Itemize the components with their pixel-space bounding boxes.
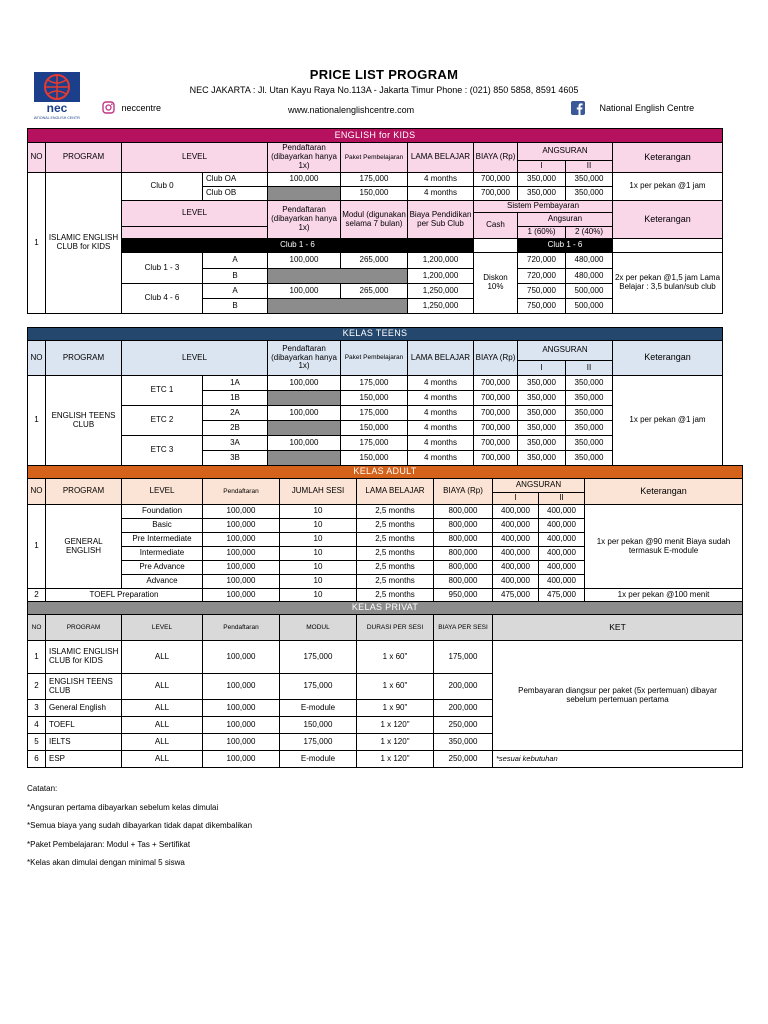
col-program: PROGRAM [46, 143, 122, 173]
instagram-text: neccentre [121, 102, 162, 113]
teens-band: KELAS TEENS [28, 328, 723, 341]
lama-cell: 2,5 months [357, 561, 434, 575]
biaya-cell: 250,000 [434, 717, 493, 734]
paket-cell: 175,000 [341, 376, 408, 391]
col-lama: LAMA BELAJAR [408, 341, 474, 376]
angsuran1-cell: 720,000 [518, 253, 566, 269]
pendaftaran-cell: 100,000 [203, 561, 280, 575]
angsuran1-cell: 400,000 [493, 575, 539, 589]
level-cell: Intermediate [122, 547, 203, 561]
empty-gray-cell [268, 299, 408, 314]
sub-col-modul: Modul (digunakan selama 7 bulan) [341, 201, 408, 239]
angsuran2-cell: 475,000 [539, 589, 585, 602]
instagram-icon [102, 101, 115, 114]
privat-program: ESP [46, 751, 122, 768]
facebook-page [571, 101, 694, 115]
pendaftaran-cell: 100,000 [203, 717, 280, 734]
sesi-cell: 10 [280, 561, 357, 575]
pendaftaran-cell: 100,000 [203, 700, 280, 717]
sesi-cell: 10 [280, 519, 357, 533]
biaya-cell: 800,000 [434, 575, 493, 589]
col-biaya: BIAYA (Rp) [434, 479, 493, 505]
angsuran1-cell: 750,000 [518, 284, 566, 299]
sesi-cell: 10 [280, 505, 357, 519]
biaya-cell: 800,000 [434, 505, 493, 519]
kids-ket1: 1x per pekan @1 jam [613, 173, 723, 201]
level-cell: ALL [122, 674, 203, 700]
angsuran2-cell: 350,000 [566, 376, 613, 391]
level-cell: ALL [122, 641, 203, 674]
biaya-cell: 700,000 [474, 406, 518, 421]
level-cell: Foundation [122, 505, 203, 519]
adult-band: KELAS ADULT [28, 466, 743, 479]
col-angsuran-1: I [493, 493, 539, 505]
sub-col-pendaftaran: Pendaftaran (dibayarkan hanya 1x) [268, 201, 341, 239]
biaya-cell: 700,000 [474, 187, 518, 201]
level-cell: ALL [122, 717, 203, 734]
lama-cell: 2,5 months [357, 519, 434, 533]
empty-gray-cell [268, 269, 408, 284]
col-level: LEVEL [122, 143, 268, 173]
angsuran2-cell: 350,000 [566, 436, 613, 451]
angsuran2-cell: 350,000 [566, 187, 613, 201]
col-biaya: BIAYA (Rp) [474, 143, 518, 173]
empty-gray-cell [268, 391, 341, 406]
level-cell: Basic [122, 519, 203, 533]
angsuran2-cell: 350,000 [566, 173, 613, 187]
level-cell: 2B [203, 421, 268, 436]
club16-bar-right: Club 1 - 6 [518, 239, 613, 253]
pendaftaran-cell: 100,000 [203, 519, 280, 533]
note-item: *Paket Pembelajaran: Modul + Tas + Sertifikat [27, 839, 191, 849]
paket-cell: 175,000 [341, 173, 408, 187]
angsuran2-cell: 350,000 [566, 391, 613, 406]
angsuran2-cell: 400,000 [539, 575, 585, 589]
lama-cell: 4 months [408, 406, 474, 421]
pendaftaran-cell: 100,000 [203, 533, 280, 547]
col-angsuran-2: II [566, 161, 613, 173]
modul-cell: E-module [280, 751, 357, 768]
privat-no: 4 [28, 717, 46, 734]
angsuran1-cell: 350,000 [518, 421, 566, 436]
modul-cell: 265,000 [341, 253, 408, 269]
paket-cell: 150,000 [341, 421, 408, 436]
angsuran1-cell: 720,000 [518, 269, 566, 284]
biaya-cell: 250,000 [434, 751, 493, 768]
angsuran2-cell: 400,000 [539, 519, 585, 533]
privat-no: 3 [28, 700, 46, 717]
col-angsuran-2: II [566, 361, 613, 376]
durasi-cell: 1 x 60" [357, 641, 434, 674]
col-paket: Paket Pembelajaran [341, 143, 408, 173]
biaya-cell: 175,000 [434, 641, 493, 674]
angsuran1-cell: 350,000 [518, 406, 566, 421]
page-header [0, 0, 768, 128]
pendaftaran-cell: 100,000 [268, 253, 341, 269]
biaya-cell: 800,000 [434, 547, 493, 561]
etc-label: ETC 3 [122, 436, 203, 466]
angsuran2-cell: 400,000 [539, 533, 585, 547]
teens-table [27, 327, 723, 466]
col-no: NO [28, 615, 46, 641]
durasi-cell: 1 x 60" [357, 674, 434, 700]
empty-gray-cell [268, 421, 341, 436]
angsuran2-cell: 350,000 [566, 406, 613, 421]
club0-label: Club 0 [122, 173, 203, 201]
level-cell: 1A [203, 376, 268, 391]
pendaftaran-cell: 100,000 [268, 284, 341, 299]
col-pendaftaran: Pendaftaran [203, 615, 280, 641]
notes-section [27, 780, 252, 873]
privat-band: KELAS PRIVAT [28, 602, 743, 615]
col-no: NO [28, 341, 46, 376]
angsuran1-cell: 350,000 [518, 436, 566, 451]
angsuran2-cell: 480,000 [566, 253, 613, 269]
modul-cell: 150,000 [280, 717, 357, 734]
lama-cell: 4 months [408, 187, 474, 201]
privat-no: 2 [28, 674, 46, 700]
col-keterangan: Keterangan [585, 479, 743, 505]
biaya-cell: 800,000 [434, 561, 493, 575]
biaya-cell: 800,000 [434, 533, 493, 547]
paket-cell: 150,000 [341, 451, 408, 466]
sub-col-cash: Cash [474, 213, 518, 239]
pendaftaran-cell: 100,000 [203, 589, 280, 602]
lama-cell: 2,5 months [357, 547, 434, 561]
lama-cell: 2,5 months [357, 505, 434, 519]
privat-ket2: *sesuai kebutuhan [493, 751, 743, 768]
biaya-cell: 700,000 [474, 451, 518, 466]
sesi-cell: 10 [280, 575, 357, 589]
privat-program: General English [46, 700, 122, 717]
page-title: PRICE LIST PROGRAM [309, 67, 459, 82]
biaya-cell: 1,200,000 [408, 253, 474, 269]
level-cell: Pre Advance [122, 561, 203, 575]
privat-program: ISLAMIC ENGLISH CLUB for KIDS [46, 641, 122, 674]
col-angsuran-1: I [518, 161, 566, 173]
modul-cell: 265,000 [341, 284, 408, 299]
privat-program: IELTS [46, 734, 122, 751]
angsuran1-cell: 400,000 [493, 561, 539, 575]
angsuran1-cell: 350,000 [518, 451, 566, 466]
sesi-cell: 10 [280, 547, 357, 561]
svg-text:NATIONAL ENGLISH CENTRE: NATIONAL ENGLISH CENTRE [34, 116, 80, 120]
sesi-cell: 10 [280, 533, 357, 547]
biaya-cell: 200,000 [434, 700, 493, 717]
level-cell: Club OB [203, 187, 268, 201]
col-angsuran: ANGSURAN [518, 143, 613, 161]
col-biaya: BIAYA (Rp) [474, 341, 518, 376]
angsuran1-cell: 400,000 [493, 533, 539, 547]
paket-cell: 175,000 [341, 436, 408, 451]
note-item: *Angsuran pertama dibayarkan sebelum kelas dimulai [27, 802, 219, 812]
angsuran1-cell: 400,000 [493, 519, 539, 533]
col-level: LEVEL [122, 341, 268, 376]
angsuran2-cell: 500,000 [566, 299, 613, 314]
angsuran2-cell: 480,000 [566, 269, 613, 284]
pendaftaran-cell: 100,000 [203, 641, 280, 674]
col-modul: MODUL [280, 615, 357, 641]
website-link[interactable]: www.nationalenglishcentre.com [288, 105, 415, 115]
level-cell: A [203, 253, 268, 269]
angsuran2-cell: 400,000 [539, 561, 585, 575]
col-no: NO [28, 479, 46, 505]
pendaftaran-cell: 100,000 [203, 575, 280, 589]
lama-cell: 2,5 months [357, 589, 434, 602]
toefl-program: TOEFL Preparation [46, 589, 203, 602]
spacer-cell [122, 227, 268, 239]
biaya-cell: 700,000 [474, 391, 518, 406]
club46-label: Club 4 - 6 [122, 284, 203, 314]
modul-cell: 175,000 [280, 674, 357, 700]
angsuran1-cell: 350,000 [518, 187, 566, 201]
teens-program: ENGLISH TEENS CLUB [46, 376, 122, 466]
pendaftaran-cell: 100,000 [268, 173, 341, 187]
col-sesi: JUMLAH SESI [280, 479, 357, 505]
angsuran1-cell: 750,000 [518, 299, 566, 314]
col-pendaftaran: Pendaftaran [203, 479, 280, 505]
biaya-cell: 800,000 [434, 519, 493, 533]
pendaftaran-cell: 100,000 [203, 751, 280, 768]
notes-title: Catatan: [27, 784, 58, 793]
pendaftaran-cell: 100,000 [203, 505, 280, 519]
pendaftaran-cell: 100,000 [203, 547, 280, 561]
lama-cell: 4 months [408, 421, 474, 436]
col-angsuran: ANGSURAN [518, 341, 613, 361]
privat-table [27, 601, 743, 768]
privat-ket: Pembayaran diangsur per paket (5x pertemuan) dibayar sebelum pertemuan pertama [493, 641, 743, 751]
etc-label: ETC 2 [122, 406, 203, 436]
lama-cell: 4 months [408, 391, 474, 406]
angsuran1-cell: 350,000 [518, 173, 566, 187]
angsuran1-cell: 350,000 [518, 391, 566, 406]
col-angsuran-1: I [518, 361, 566, 376]
angsuran1-cell: 350,000 [518, 376, 566, 391]
sub-col-angsuran: Angsuran [518, 213, 613, 227]
angsuran2-cell: 500,000 [566, 284, 613, 299]
col-lama: LAMA BELAJAR [408, 143, 474, 173]
note-item: *Semua biaya yang sudah dibayarkan tidak dapat dikembalikan [27, 821, 253, 830]
level-cell: A [203, 284, 268, 299]
lama-cell: 4 months [408, 436, 474, 451]
level-cell: 3A [203, 436, 268, 451]
biaya-cell: 700,000 [474, 173, 518, 187]
teens-ket: 1x per pekan @1 jam [613, 376, 723, 466]
facebook-text: National English Centre [599, 103, 695, 113]
angsuran2-cell: 350,000 [566, 421, 613, 436]
angsuran1-cell: 400,000 [493, 547, 539, 561]
sub-col-keterangan: Keterangan [613, 201, 723, 239]
durasi-cell: 1 x 90" [357, 700, 434, 717]
biaya-cell: 200,000 [434, 674, 493, 700]
adult-program: GENERAL ENGLISH [46, 505, 122, 589]
col-pendaftaran: Pendaftaran (dibayarkan hanya 1x) [268, 341, 341, 376]
durasi-cell: 1 x 120" [357, 734, 434, 751]
teens-no: 1 [28, 376, 46, 466]
angsuran2-cell: 400,000 [539, 547, 585, 561]
lama-cell: 2,5 months [357, 575, 434, 589]
sub-col-biaya: Biaya Pendidikan per Sub Club [408, 201, 474, 239]
level-cell: B [203, 269, 268, 284]
col-program: PROGRAM [46, 615, 122, 641]
sub-col-p1: 1 (60%) [518, 227, 566, 239]
col-lama: LAMA BELAJAR [357, 479, 434, 505]
biaya-cell: 700,000 [474, 376, 518, 391]
biaya-cell: 700,000 [474, 421, 518, 436]
privat-no: 1 [28, 641, 46, 674]
paket-cell: 150,000 [341, 391, 408, 406]
club16-bar: Club 1 - 6 [122, 239, 474, 253]
col-pendaftaran: Pendaftaran (dibayarkan hanya 1x) [268, 143, 341, 173]
kids-ket2: 2x per pekan @1,5 jam Lama Belajar : 3,5 bulan/sub club [613, 253, 723, 314]
level-cell: Advance [122, 575, 203, 589]
adult-ket: 1x per pekan @90 menit Biaya sudah termasuk E-module [585, 505, 743, 589]
level-cell: ALL [122, 700, 203, 717]
svg-text:nec: nec [46, 101, 68, 115]
col-ket: KET [493, 615, 743, 641]
paket-cell: 150,000 [341, 187, 408, 201]
col-level: LEVEL [122, 615, 203, 641]
biaya-cell: 1,250,000 [408, 284, 474, 299]
pendaftaran-cell: 100,000 [203, 674, 280, 700]
note-item: *Kelas akan dimulai dengan minimal 5 siswa [27, 858, 185, 867]
modul-cell: 175,000 [280, 641, 357, 674]
pendaftaran-cell: 100,000 [203, 734, 280, 751]
diskon-cell: Diskon 10% [474, 253, 518, 314]
privat-no: 6 [28, 751, 46, 768]
level-cell: 3B [203, 451, 268, 466]
adult-table [27, 465, 743, 602]
biaya-cell: 350,000 [434, 734, 493, 751]
kids-table [27, 128, 723, 314]
angsuran2-cell: 350,000 [566, 451, 613, 466]
modul-cell: E-module [280, 700, 357, 717]
biaya-cell: 1,250,000 [408, 299, 474, 314]
level-cell: ALL [122, 751, 203, 768]
level-cell: ALL [122, 734, 203, 751]
durasi-cell: 1 x 120" [357, 717, 434, 734]
paket-cell: 175,000 [341, 406, 408, 421]
angsuran1-cell: 400,000 [493, 505, 539, 519]
sub-col-sistem: Sistem Pembayaran [474, 201, 613, 213]
etc-label: ETC 1 [122, 376, 203, 406]
col-biaya: BIAYA PER SESI [434, 615, 493, 641]
col-program: PROGRAM [46, 341, 122, 376]
adult-no: 1 [28, 505, 46, 589]
lama-cell: 4 months [408, 173, 474, 187]
biaya-cell: 1,200,000 [408, 269, 474, 284]
sub-col-p2: 2 (40%) [566, 227, 613, 239]
toefl-ket: 1x per pekan @100 menit [585, 589, 743, 602]
pendaftaran-cell: 100,000 [268, 436, 341, 451]
pendaftaran-cell: 100,000 [268, 406, 341, 421]
kids-band: ENGLISH for KIDS [28, 129, 723, 143]
blank-cell [613, 239, 723, 253]
col-angsuran: ANGSURAN [493, 479, 585, 493]
modul-cell: 175,000 [280, 734, 357, 751]
empty-gray-cell [268, 187, 341, 201]
level-cell: 2A [203, 406, 268, 421]
col-keterangan: Keterangan [613, 143, 723, 173]
col-paket: Paket Pembelajaran [341, 341, 408, 376]
kids-no: 1 [28, 173, 46, 314]
sesi-cell: 10 [280, 589, 357, 602]
biaya-cell: 700,000 [474, 436, 518, 451]
instagram-handle [102, 101, 161, 114]
lama-cell: 4 months [408, 451, 474, 466]
durasi-cell: 1 x 120" [357, 751, 434, 768]
blank-cell [474, 239, 518, 253]
col-durasi: DURASI PER SESI [357, 615, 434, 641]
facebook-icon [571, 101, 585, 115]
privat-program: ENGLISH TEENS CLUB [46, 674, 122, 700]
level-cell: Pre Intermediate [122, 533, 203, 547]
col-level: LEVEL [122, 479, 203, 505]
level-cell: B [203, 299, 268, 314]
sub-col-level: LEVEL [122, 201, 268, 227]
kids-program: ISLAMIC ENGLISH CLUB for KIDS [46, 173, 122, 314]
lama-cell: 2,5 months [357, 533, 434, 547]
lama-cell: 4 months [408, 376, 474, 391]
col-angsuran-2: II [539, 493, 585, 505]
pendaftaran-cell: 100,000 [268, 376, 341, 391]
level-cell: 1B [203, 391, 268, 406]
club13-label: Club 1 - 3 [122, 253, 203, 284]
angsuran2-cell: 400,000 [539, 505, 585, 519]
col-program: PROGRAM [46, 479, 122, 505]
angsuran1-cell: 475,000 [493, 589, 539, 602]
biaya-cell: 950,000 [434, 589, 493, 602]
toefl-no: 2 [28, 589, 46, 602]
privat-program: TOEFL [46, 717, 122, 734]
col-keterangan: Keterangan [613, 341, 723, 376]
level-cell: Club OA [203, 173, 268, 187]
empty-gray-cell [268, 451, 341, 466]
col-no: NO [28, 143, 46, 173]
address-line: NEC JAKARTA : Jl. Utan Kayu Raya No.113A - Jakarta Timur Phone : (021) 850 5858, 8591 4605 [189, 85, 579, 95]
privat-no: 5 [28, 734, 46, 751]
